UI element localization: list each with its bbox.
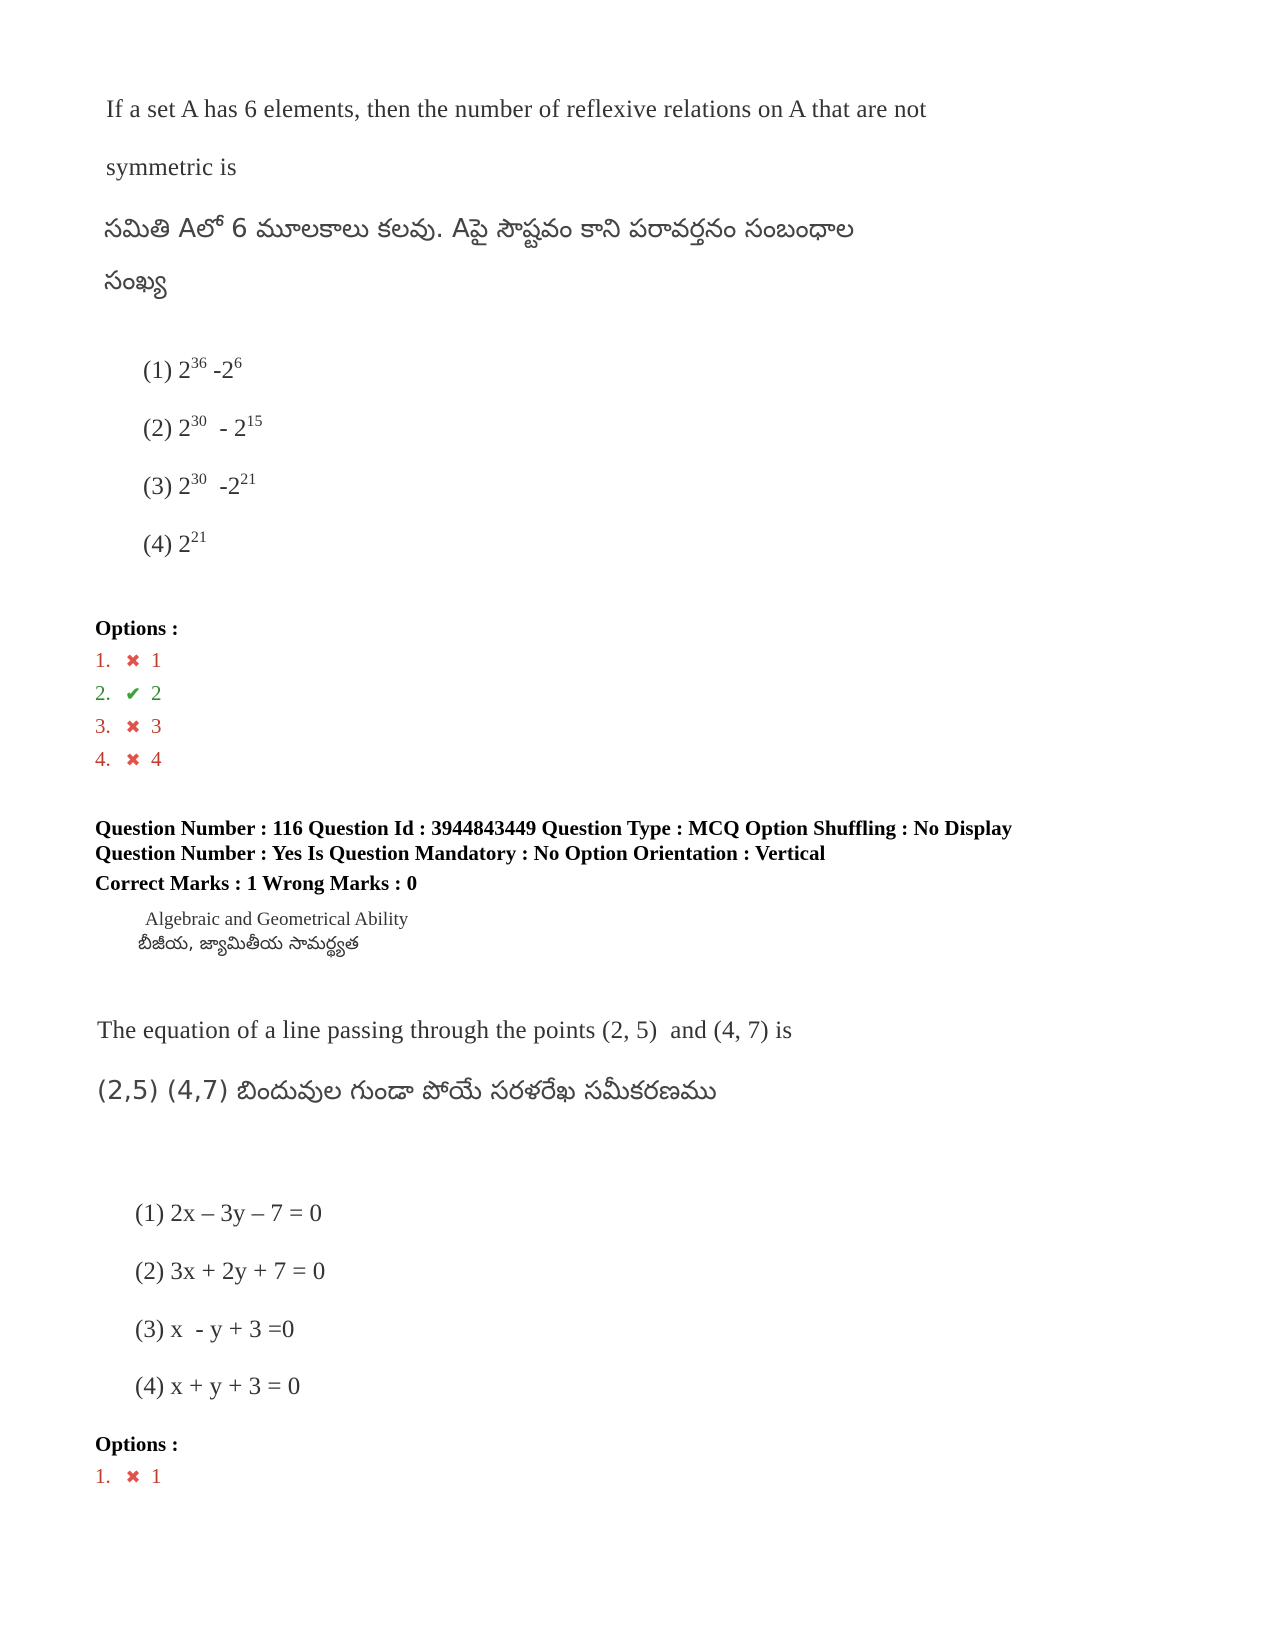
answer-choice-4: (4) x + y + 3 = 0 <box>135 1373 301 1400</box>
question-text-line2: symmetric is <box>106 154 237 181</box>
answer-choice-4: (4) $2^{21}$ <box>143 529 207 558</box>
check-icon: ✔ <box>125 683 141 704</box>
answer-choice-3: (3) x - y + 3 =0 <box>135 1316 295 1343</box>
marks-info: Correct Marks : 1 Wrong Marks : 0 <box>95 871 418 895</box>
question-meta-line1: Question Number : 116 Question Id : 3944843449 Question Type : MCQ Option Shuffling : No Display <box>95 816 1013 840</box>
question-text-line1: If a set A has 6 elements, then the number of reflexive relations on A that are not <box>106 96 927 123</box>
question-text-telugu-line2: సంఖ్య <box>104 266 167 296</box>
options-heading: Options : <box>95 1432 179 1456</box>
options-heading: Options : <box>95 616 179 640</box>
subject-label-english: Algebraic and Geometrical Ability <box>145 909 409 930</box>
answer-choice-2: (2) $2^{30} - 2^{15}$ <box>143 413 263 442</box>
answer-choice-2: (2) 3x + 2y + 7 = 0 <box>135 1258 326 1285</box>
cross-icon: ✖ <box>125 716 141 737</box>
answer-choice-1: (1) 2x – 3y – 7 = 0 <box>135 1200 322 1227</box>
question-text-telugu-line1: సమితి Aలో 6 మూలకాలు కలవు. Aపై సౌష్టవం కాని పరావర్తనం సంబంధాల <box>104 214 855 244</box>
option-row-2: 2. ✔ 2 <box>95 681 162 705</box>
question-meta-line2: Question Number : Yes Is Question Mandatory : No Option Orientation : Vertical <box>95 841 826 865</box>
option-row-1: 1. ✖ 1 <box>95 648 162 672</box>
question-text-telugu: (2,5) (4,7) బిందువుల గుండా పోయే సరళరేఖ సమీకరణము <box>97 1076 717 1106</box>
answer-choice-3: (3) $2^{30}$ $-2^{21}$ <box>143 471 257 500</box>
question-text-english: The equation of a line passing through the points (2, 5) and (4, 7) is <box>97 1017 793 1044</box>
option-row-1: 1. ✖ 1 <box>95 1464 162 1488</box>
answer-choice-1: (1) $2^{36}$ $-2^6$ <box>143 355 242 384</box>
option-row-3: 3. ✖ 3 <box>95 714 162 738</box>
option-row-4: 4. ✖ 4 <box>95 747 162 771</box>
cross-icon: ✖ <box>125 650 141 671</box>
subject-label <box>138 908 409 956</box>
cross-icon: ✖ <box>125 1466 141 1487</box>
subject-label-telugu: బీజీయ, జ్యామితీయ సామర్థ్యత <box>138 933 359 954</box>
cross-icon: ✖ <box>125 749 141 770</box>
